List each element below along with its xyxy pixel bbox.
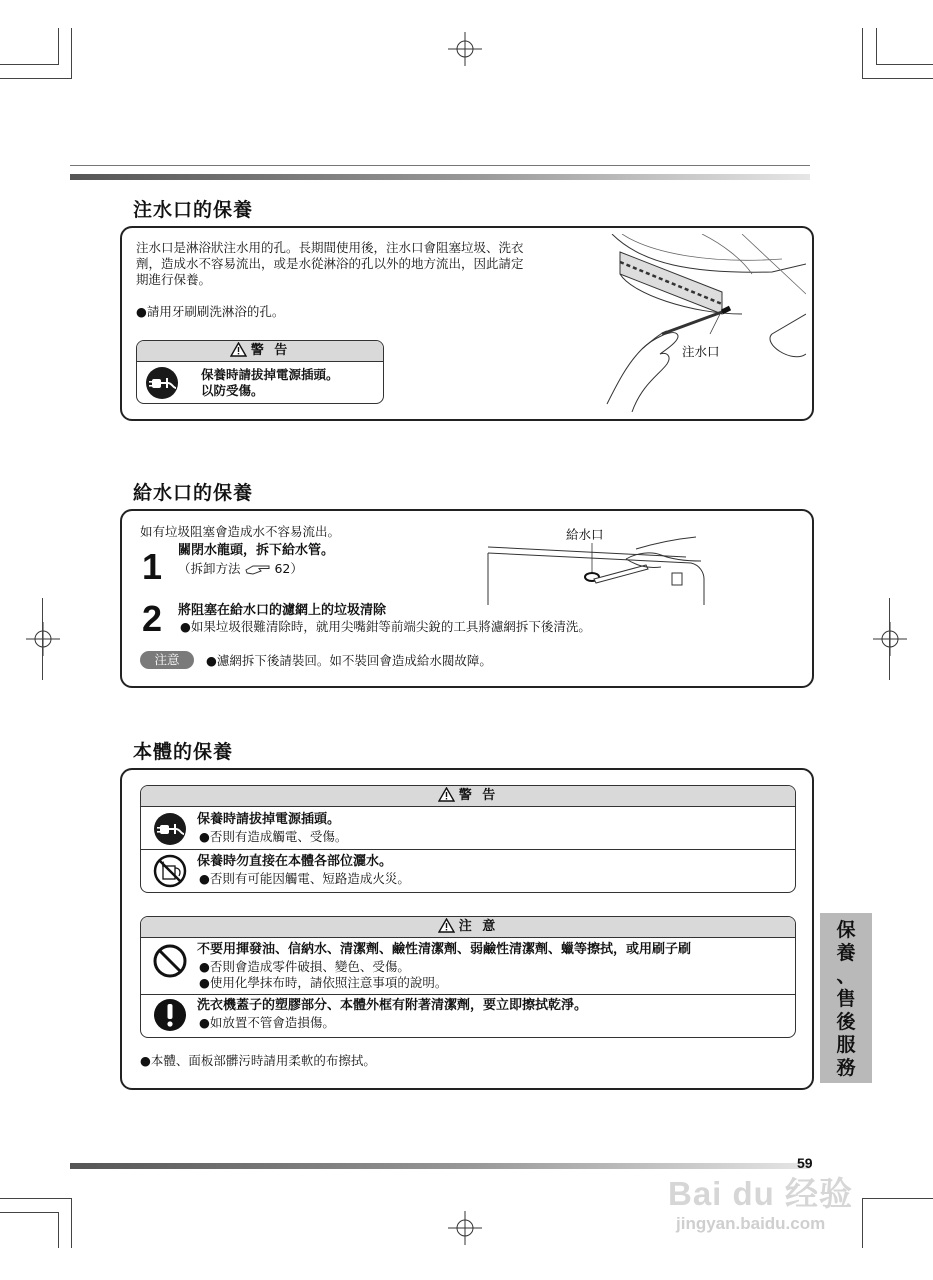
crop-mark [42,598,43,680]
spout-warning-line1: 保養時請拔掉電源插頭。 [201,367,339,382]
crop-mark [889,598,890,680]
crop-mark [71,1198,72,1248]
crop-mark [0,64,58,65]
watermark-logo: Bai du 经验 [668,1175,854,1212]
hand-pointer-icon [245,561,271,575]
header-rule [70,165,810,166]
warning-row1-bullet: ●否則有造成觸電、受傷。 [199,829,348,844]
spout-intro-line2: 劑，造成水不容易流出，或是水從淋浴的孔以外的地方流出，因此請定 [136,256,524,271]
step2-title: 將阻塞在給水口的濾網上的垃圾清除 [178,603,387,618]
warning-row2-bullet: ●否則有可能因觸電、短路造成火災。 [199,871,410,886]
side-tab-char: 務 [836,1057,856,1079]
spout-section-box [120,226,814,421]
spout-section-title: 注水口的保養 [133,199,254,221]
side-tab-char: 服 [836,1034,856,1056]
chapter-side-tab[interactable] [820,913,872,1083]
spout-warning-line2: 以防受傷。 [201,383,264,398]
warning-header [137,341,383,362]
inlet-section-title: 給水口的保養 [133,482,254,504]
crop-mark [0,1198,72,1199]
caution-header-label: 注 意 [458,919,499,934]
no-water-icon [153,854,187,888]
side-tab-char: 、 [836,965,856,987]
inlet-figure-label: 給水口 [566,527,604,542]
warning-row1-title: 保養時請拔掉電源插頭。 [197,812,341,827]
crop-mark [58,1212,59,1248]
warning-triangle-icon [230,342,247,357]
caution-row1-title: 不要用揮發油、信納水、清潔劑、鹼性清潔劑、弱鹼性清潔劑、蠟等擦拭，或用刷子刷 [197,942,692,957]
inlet-caution-text: ●濾網拆下後請裝回。如不裝回會造成給水閥故障。 [206,653,492,668]
side-tab-char: 養 [836,942,856,964]
body-footer-note: ●本體、面板部髒污時請用柔軟的布擦拭。 [140,1053,376,1068]
side-tab-char: 後 [836,1011,856,1033]
inlet-section-box [120,509,814,688]
warning-header [141,786,795,807]
spout-intro-line3: 期進行保養。 [136,272,212,287]
crop-mark [862,1198,863,1248]
crop-mark [862,1198,933,1199]
step1-title: 關閉水龍頭，拆下給水管。 [178,543,335,558]
crop-mark [862,28,863,78]
spout-intro-line1: 注水口是淋浴狀注水用的孔。長期間使用後，注水口會阻塞垃圾、洗衣 [136,240,524,255]
warning-triangle-icon [438,787,455,802]
spout-figure-label: 注水口 [682,344,720,359]
warning-header-label: 警 告 [250,343,291,358]
inlet-filter-illustration [486,521,708,607]
body-section-box [120,768,814,1090]
body-warning-box [140,785,796,893]
crop-mark [876,64,933,65]
page-number: 59 [797,1155,813,1171]
step1-ref-prefix: （拆卸方法 [178,561,241,576]
watermark-url: jingyan.baidu.com [676,1214,826,1233]
row-divider [141,994,795,995]
crop-mark [862,78,933,79]
step1-ref [178,561,303,577]
unplug-icon [153,812,187,846]
exclamation-icon [153,998,187,1032]
crop-mark [876,28,877,65]
crop-mark [71,28,72,78]
warning-header-label: 警 告 [458,788,499,803]
body-section-title: 本體的保養 [133,741,234,763]
registration-mark-icon [26,622,60,656]
step1-number: 1 [142,546,163,587]
warning-triangle-icon [438,918,455,933]
step1-ref-page: 62） [274,561,303,576]
step2-bullet: ●如果垃圾很難清除時，就用尖嘴鉗等前端尖銳的工具將濾網拆下後清洗。 [180,619,591,634]
inlet-intro: 如有垃圾阻塞會造成水不容易流出。 [140,524,341,539]
step2-number: 2 [142,598,163,639]
registration-mark-icon [873,622,907,656]
row-divider [141,849,795,850]
spout-bullet: ●請用牙刷刷洗淋浴的孔。 [136,304,285,319]
header-gradient-bar [70,174,810,180]
caution-row1-bullet2: ●使用化學抹布時，請依照注意事項的說明。 [199,975,448,990]
crop-mark [0,78,72,79]
registration-mark-icon [448,1211,482,1245]
spout-warning-box [136,340,384,404]
caution-pill: 注意 [140,651,194,669]
caution-row1-bullet1: ●否則會造成零件破損、變色、受傷。 [199,959,410,974]
body-caution-box [140,916,796,1038]
prohibited-icon [153,944,187,978]
unplug-icon [145,366,179,400]
warning-row2-title: 保養時勿直接在本體各部位灑水。 [197,854,393,869]
caution-row2-bullet: ●如放置不管會造損傷。 [199,1015,335,1030]
caution-row2-title: 洗衣機蓋子的塑膠部分、本體外框有附著清潔劑，要立即擦拭乾淨。 [197,998,588,1013]
crop-mark [58,28,59,65]
registration-mark-icon [448,32,482,66]
caution-header [141,917,795,938]
side-tab-char: 保 [836,919,856,941]
crop-mark [0,1212,58,1213]
spout-cleaning-illustration [572,234,806,412]
side-tab-char: 售 [836,988,856,1010]
